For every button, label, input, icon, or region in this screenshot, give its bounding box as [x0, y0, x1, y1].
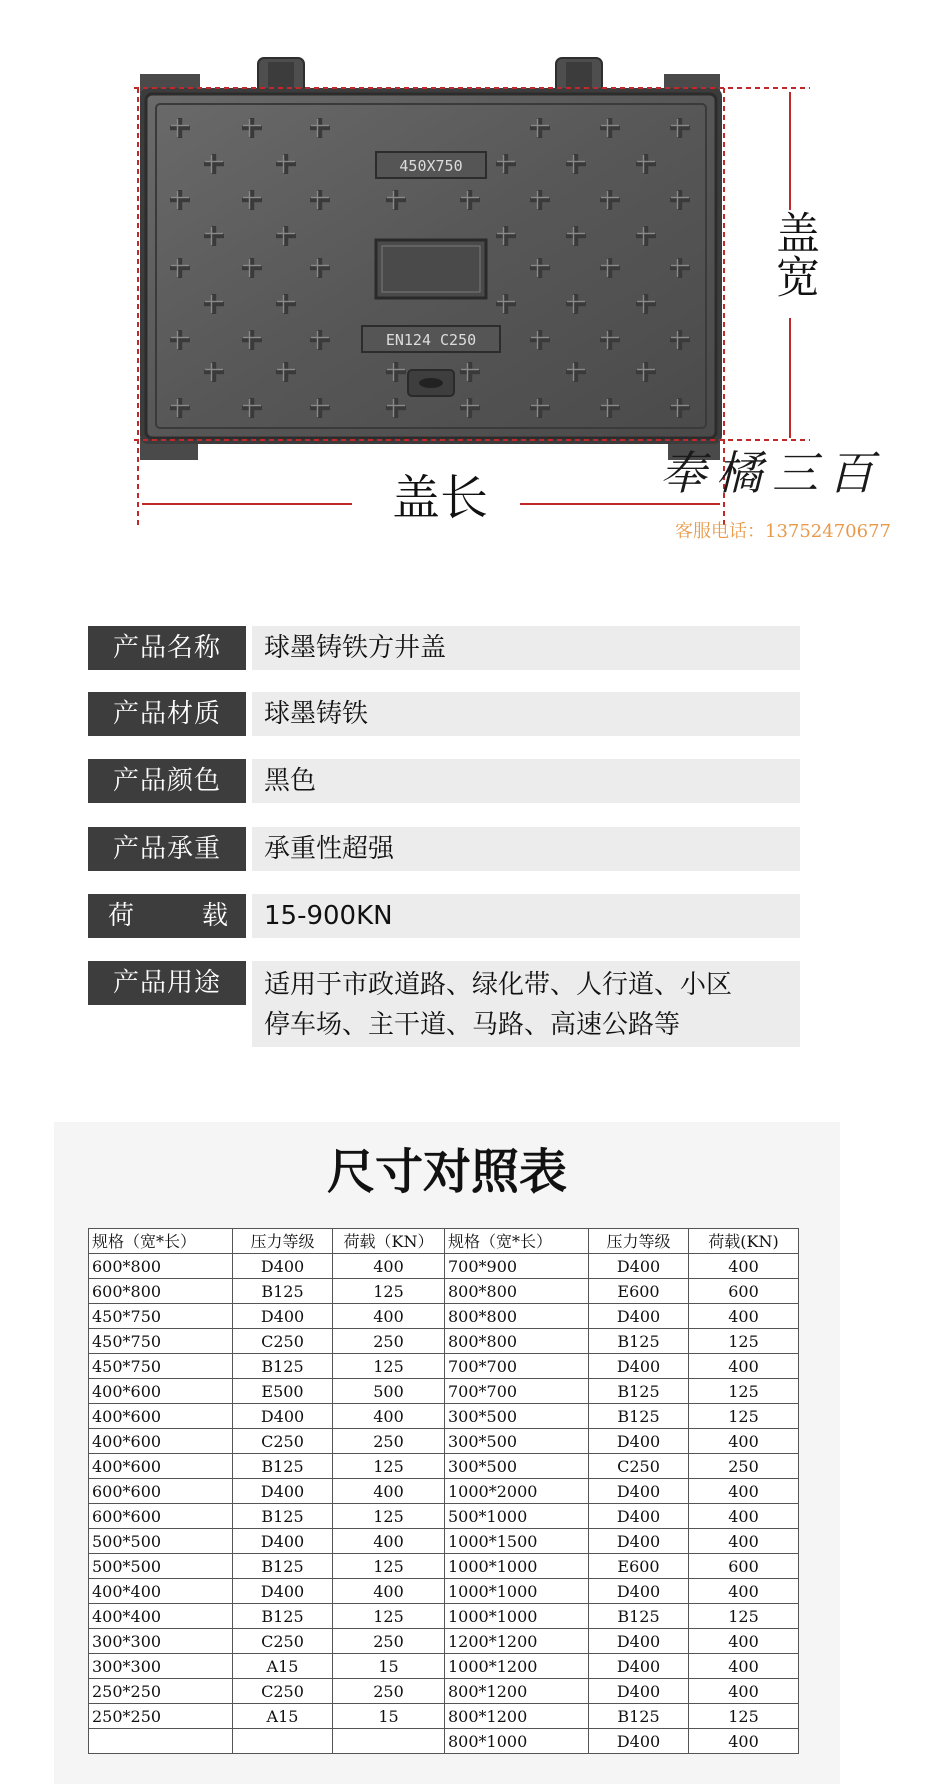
table-cell: 400	[689, 1479, 799, 1504]
table-cell: 1000*1000	[445, 1579, 589, 1604]
spec-value-line: 停车场、主干道、马路、高速公路等	[264, 1010, 681, 1040]
table-cell: 700*700	[445, 1354, 589, 1379]
table-cell: 700*700	[445, 1379, 589, 1404]
table-row	[89, 1304, 799, 1329]
table-cell: 125	[333, 1454, 445, 1479]
table-cell: 400	[689, 1504, 799, 1529]
table-cell: B125	[589, 1604, 689, 1629]
size-table-body	[89, 1254, 799, 1754]
table-cell: 400	[689, 1304, 799, 1329]
table-cell: A15	[233, 1654, 333, 1679]
table-cell: 400*400	[89, 1604, 233, 1629]
table-row	[89, 1679, 799, 1704]
table-cell: 400	[333, 1254, 445, 1279]
size-table-title: 尺寸对照表	[326, 1144, 567, 1200]
table-cell: C250	[233, 1629, 333, 1654]
table-cell: 400*400	[89, 1579, 233, 1604]
table-cell: D400	[233, 1404, 333, 1429]
table-cell: D400	[233, 1254, 333, 1279]
table-cell	[89, 1729, 233, 1754]
spec-value: 15-900KN	[252, 894, 800, 938]
table-cell: 300*300	[89, 1654, 233, 1679]
column-header: 规格（宽*长）	[445, 1229, 589, 1254]
table-cell: 500*1000	[445, 1504, 589, 1529]
table-cell: 400	[333, 1579, 445, 1604]
table-cell: 125	[333, 1504, 445, 1529]
spec-label	[88, 894, 246, 938]
table-cell: 800*800	[445, 1304, 589, 1329]
table-row	[89, 1629, 799, 1654]
table-row	[89, 1279, 799, 1304]
table-cell: 600	[689, 1554, 799, 1579]
table-cell: C250	[233, 1429, 333, 1454]
table-cell: B125	[589, 1404, 689, 1429]
table-cell: 450*750	[89, 1329, 233, 1354]
table-cell: B125	[233, 1554, 333, 1579]
table-cell: D400	[589, 1254, 689, 1279]
table-cell: 400*600	[89, 1404, 233, 1429]
table-cell: D400	[589, 1579, 689, 1604]
spec-value: 承重性超强	[252, 827, 800, 871]
table-cell: D400	[589, 1429, 689, 1454]
table-row	[89, 1529, 799, 1554]
table-cell: 125	[689, 1704, 799, 1729]
table-cell: 400	[333, 1529, 445, 1554]
table-cell: D400	[589, 1679, 689, 1704]
table-cell: E600	[589, 1279, 689, 1304]
table-cell: 1000*1000	[445, 1604, 589, 1629]
brand-logo: 奉橘三百	[660, 446, 884, 500]
column-header: 荷载(KN)	[689, 1229, 799, 1254]
table-header-row	[89, 1229, 799, 1254]
table-cell: 400	[689, 1679, 799, 1704]
table-cell: D400	[589, 1504, 689, 1529]
table-cell: D400	[233, 1304, 333, 1329]
table-cell	[333, 1729, 445, 1754]
spec-label: 产品颜色	[88, 759, 246, 803]
table-cell: 1000*1200	[445, 1654, 589, 1679]
spec-label: 产品承重	[88, 827, 246, 871]
table-cell: 800*1200	[445, 1679, 589, 1704]
phone-number: 13752470677	[765, 521, 891, 542]
table-row	[89, 1654, 799, 1679]
table-cell: 400*600	[89, 1454, 233, 1479]
table-cell: 800*800	[445, 1329, 589, 1354]
table-row	[89, 1704, 799, 1729]
table-cell: 400	[333, 1404, 445, 1429]
column-header: 规格（宽*长）	[89, 1229, 233, 1254]
table-cell: 400	[333, 1479, 445, 1504]
table-cell: 700*900	[445, 1254, 589, 1279]
table-row	[89, 1729, 799, 1754]
table-cell: 450*750	[89, 1354, 233, 1379]
table-cell: D400	[589, 1729, 689, 1754]
table-cell: 15	[333, 1704, 445, 1729]
table-cell: 400	[689, 1729, 799, 1754]
table-cell: 500*500	[89, 1529, 233, 1554]
table-cell: 400*600	[89, 1429, 233, 1454]
table-cell: E500	[233, 1379, 333, 1404]
spec-value: 球墨铸铁	[252, 692, 800, 736]
spec-label: 产品材质	[88, 692, 246, 736]
table-cell: 800*1200	[445, 1704, 589, 1729]
table-cell: B125	[589, 1329, 689, 1354]
size-plate-text: 450X750	[399, 157, 463, 175]
table-cell: 600	[689, 1279, 799, 1304]
table-cell: 250	[333, 1679, 445, 1704]
spec-value-line: 适用于市政道路、绿化带、人行道、小区	[264, 970, 733, 1000]
table-cell: 400	[689, 1654, 799, 1679]
table-cell: 400	[689, 1629, 799, 1654]
column-header: 荷载（KN）	[333, 1229, 445, 1254]
table-row	[89, 1479, 799, 1504]
table-cell: 400	[689, 1354, 799, 1379]
table-cell: D400	[589, 1654, 689, 1679]
table-cell: 125	[333, 1354, 445, 1379]
spec-label: 产品用途	[88, 961, 246, 1005]
table-row	[89, 1504, 799, 1529]
spec-value	[252, 961, 800, 1047]
table-row	[89, 1254, 799, 1279]
table-cell: 1000*2000	[445, 1479, 589, 1504]
table-cell: 250	[333, 1329, 445, 1354]
size-table-panel	[54, 1122, 840, 1784]
cover-width-label: 盖宽	[768, 210, 819, 298]
table-cell: 400	[689, 1529, 799, 1554]
table-cell: 600*800	[89, 1279, 233, 1304]
table-cell: 1200*1200	[445, 1629, 589, 1654]
table-cell: 450*750	[89, 1304, 233, 1329]
table-cell: B125	[233, 1604, 333, 1629]
table-cell: B125	[233, 1454, 333, 1479]
table-cell: 600*600	[89, 1504, 233, 1529]
table-cell: D400	[589, 1479, 689, 1504]
table-cell: 400*600	[89, 1379, 233, 1404]
table-cell: 125	[689, 1604, 799, 1629]
table-cell: D400	[589, 1354, 689, 1379]
table-cell: 125	[333, 1279, 445, 1304]
table-cell: 250*250	[89, 1679, 233, 1704]
table-cell: D400	[589, 1529, 689, 1554]
table-row	[89, 1454, 799, 1479]
table-cell: 15	[333, 1654, 445, 1679]
table-cell: 1000*1000	[445, 1554, 589, 1579]
table-row	[89, 1404, 799, 1429]
table-cell: 800*800	[445, 1279, 589, 1304]
table-cell: 400	[689, 1429, 799, 1454]
table-row	[89, 1554, 799, 1579]
table-cell: 400	[333, 1304, 445, 1329]
table-cell: D400	[589, 1304, 689, 1329]
column-header: 压力等级	[589, 1229, 689, 1254]
table-cell: D400	[589, 1629, 689, 1654]
table-cell	[233, 1729, 333, 1754]
table-cell: 400	[689, 1254, 799, 1279]
table-cell: 250	[689, 1454, 799, 1479]
spec-label-char: 载	[201, 901, 228, 931]
spec-label: 产品名称	[88, 626, 246, 670]
table-cell: B125	[589, 1379, 689, 1404]
size-table	[88, 1228, 799, 1754]
table-cell: 250	[333, 1429, 445, 1454]
table-cell: C250	[589, 1454, 689, 1479]
table-cell: B125	[233, 1279, 333, 1304]
lifting-recess	[376, 240, 486, 298]
table-cell: D400	[233, 1529, 333, 1554]
table-cell: 250*250	[89, 1704, 233, 1729]
table-cell: 600*800	[89, 1254, 233, 1279]
table-cell: 125	[333, 1604, 445, 1629]
cover-length-label: 盖长	[391, 470, 488, 526]
spec-value: 黑色	[252, 759, 800, 803]
customer-service-phone	[675, 520, 915, 544]
table-cell: E600	[589, 1554, 689, 1579]
table-cell: 1000*1500	[445, 1529, 589, 1554]
table-cell: 300*500	[445, 1454, 589, 1479]
table-cell: C250	[233, 1679, 333, 1704]
table-cell: 500*500	[89, 1554, 233, 1579]
table-row	[89, 1354, 799, 1379]
table-cell: 300*500	[445, 1429, 589, 1454]
standard-plate-text: EN124 C250	[385, 331, 477, 349]
spec-label-char: 荷	[108, 901, 135, 931]
table-cell: 300*500	[445, 1404, 589, 1429]
table-cell: 600*600	[89, 1479, 233, 1504]
table-cell: B125	[233, 1504, 333, 1529]
table-cell: A15	[233, 1704, 333, 1729]
table-cell: D400	[233, 1479, 333, 1504]
table-cell: 125	[333, 1554, 445, 1579]
table-row	[89, 1604, 799, 1629]
phone-label: 客服电话：	[675, 521, 765, 542]
table-cell: D400	[233, 1579, 333, 1604]
table-cell: B125	[589, 1704, 689, 1729]
table-row	[89, 1429, 799, 1454]
table-cell: 500	[333, 1379, 445, 1404]
table-cell: 125	[689, 1379, 799, 1404]
table-row	[89, 1329, 799, 1354]
table-cell: B125	[233, 1354, 333, 1379]
table-cell: 250	[333, 1629, 445, 1654]
table-row	[89, 1579, 799, 1604]
table-cell: 125	[689, 1329, 799, 1354]
table-cell: 300*300	[89, 1629, 233, 1654]
table-row	[89, 1379, 799, 1404]
table-cell: 125	[689, 1404, 799, 1429]
table-cell: 800*1000	[445, 1729, 589, 1754]
product-photo-area	[0, 0, 929, 560]
column-header: 压力等级	[233, 1229, 333, 1254]
table-cell: C250	[233, 1329, 333, 1354]
spec-value: 球墨铸铁方井盖	[252, 626, 800, 670]
table-cell: 400	[689, 1579, 799, 1604]
